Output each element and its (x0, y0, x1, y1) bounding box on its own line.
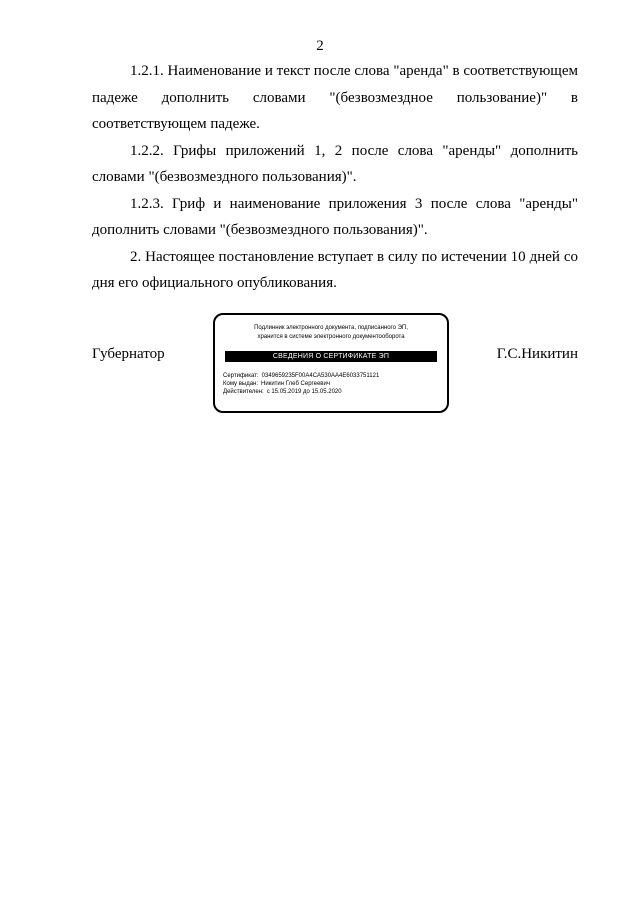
certificate-label: Сертификат: (223, 373, 259, 379)
signatory-name: Г.С.Никитин (496, 346, 578, 362)
issued-to-value: Никитин Глеб Сергеевич (261, 381, 330, 387)
page-number: 2 (316, 38, 324, 54)
electronic-signature-stamp (213, 313, 449, 413)
certificate-row (223, 372, 447, 380)
paragraph-1-2-1: 1.2.1. Наименование и текст после слова "аренда" в соответствующем падеже дополнить словами "(безвозмездное пользование)" в соответствующем падеже. (92, 63, 578, 132)
signatory-title: Губернатор (92, 346, 165, 362)
document-body (92, 58, 578, 297)
stamp-header: СВЕДЕНИЯ О СЕРТИФИКАТЕ ЭП (225, 351, 437, 362)
stamp-details (223, 372, 447, 396)
paragraph-1-2-3: 1.2.3. Гриф и наименование приложения 3 после слова "аренды" дополнить словами "(безвозмездного пользования)". (92, 195, 578, 238)
stamp-notice (215, 324, 447, 342)
signature-block (92, 313, 578, 417)
paragraph-2: 2. Настоящее постановление вступает в силу по истечении 10 дней со дня его официального опубликования. (92, 248, 578, 291)
valid-row (223, 388, 447, 396)
valid-label: Действителен: (223, 389, 264, 395)
valid-value: с 15.05.2019 до 15.05.2020 (266, 389, 342, 395)
paragraph-1-2-2: 1.2.2. Грифы приложений 1, 2 после слова "аренды" дополнить словами "(безвозмездного пользования)". (92, 142, 578, 185)
issued-to-label: Кому выдан: (223, 381, 259, 387)
stamp-notice-line-1: Подлинник электронного документа, подписанного ЭП, (254, 325, 408, 331)
certificate-value: 0349659235F00A4CA530AA4E6033751121 (261, 373, 380, 379)
stamp-notice-line-2: хранится в системе электронного документооборота (257, 334, 405, 340)
issued-to-row (223, 380, 447, 388)
